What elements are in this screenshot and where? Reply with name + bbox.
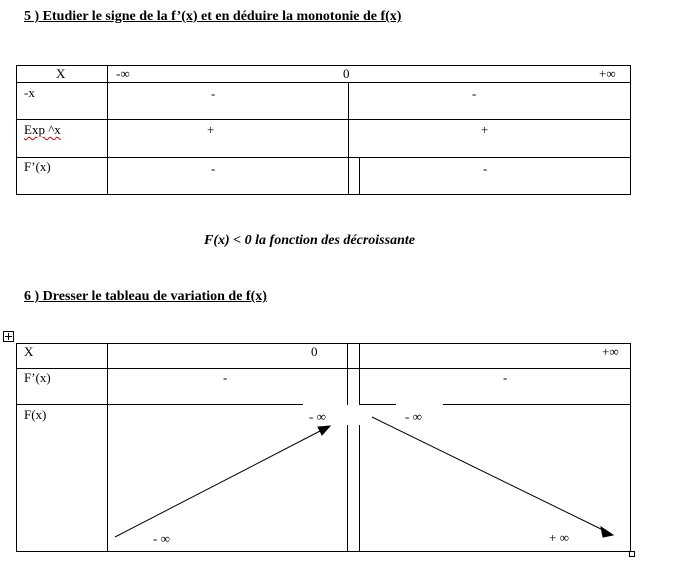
variation-fprime-left-sign: - bbox=[223, 370, 228, 385]
decreasing-arrowhead bbox=[601, 527, 613, 537]
sign-table-border bbox=[17, 66, 631, 195]
monotony-conclusion: F(x) < 0 la fonction des décroissante bbox=[204, 233, 415, 248]
table-move-handle-icon[interactable] bbox=[3, 331, 14, 342]
section-6-heading: 6 ) Dresser le tableau de variation de f(x) bbox=[24, 289, 267, 304]
right-limit-at-zero: - ∞ bbox=[405, 409, 422, 424]
row-minus-x-label: -x bbox=[24, 85, 35, 100]
table-resize-handle[interactable] bbox=[629, 551, 635, 557]
increasing-arrowhead bbox=[318, 426, 330, 435]
row-fprime-left-sign: - bbox=[211, 161, 216, 176]
sign-table-zero: 0 bbox=[343, 66, 350, 81]
section-5-heading: 5 ) Etudier le signe de la f’(x) et en déduire la monotonie de f(x) bbox=[24, 9, 402, 24]
variation-fprime-right-sign: - bbox=[503, 370, 508, 385]
variation-fprime-label: F’(x) bbox=[24, 370, 51, 385]
row-minus-x-left-sign: - bbox=[211, 86, 216, 101]
sign-table-x-label: X bbox=[56, 66, 66, 81]
left-limit-at-zero: - ∞ bbox=[309, 409, 326, 424]
variation-table-x-label: X bbox=[24, 344, 34, 359]
limit-minus-infinity: - ∞ bbox=[153, 531, 170, 546]
variation-table-plus-infinity: +∞ bbox=[602, 344, 619, 359]
sign-table-minus-infinity: -∞ bbox=[116, 66, 130, 81]
variation-table-zero: 0 bbox=[311, 344, 318, 359]
row-exp-left-sign: + bbox=[207, 122, 215, 137]
row-exp-right-sign: + bbox=[481, 122, 489, 137]
variation-f-label: F(x) bbox=[24, 407, 47, 422]
decreasing-arrow bbox=[372, 417, 605, 531]
limit-plus-infinity: + ∞ bbox=[549, 530, 569, 545]
row-fprime-right-sign: - bbox=[483, 161, 488, 176]
row-fprime-label: F’(x) bbox=[24, 159, 51, 174]
sign-table-plus-infinity: +∞ bbox=[599, 66, 616, 81]
row-minus-x-right-sign: - bbox=[472, 86, 477, 101]
row-exp-label: Exp ^x bbox=[24, 122, 61, 137]
increasing-arrow bbox=[115, 430, 322, 537]
